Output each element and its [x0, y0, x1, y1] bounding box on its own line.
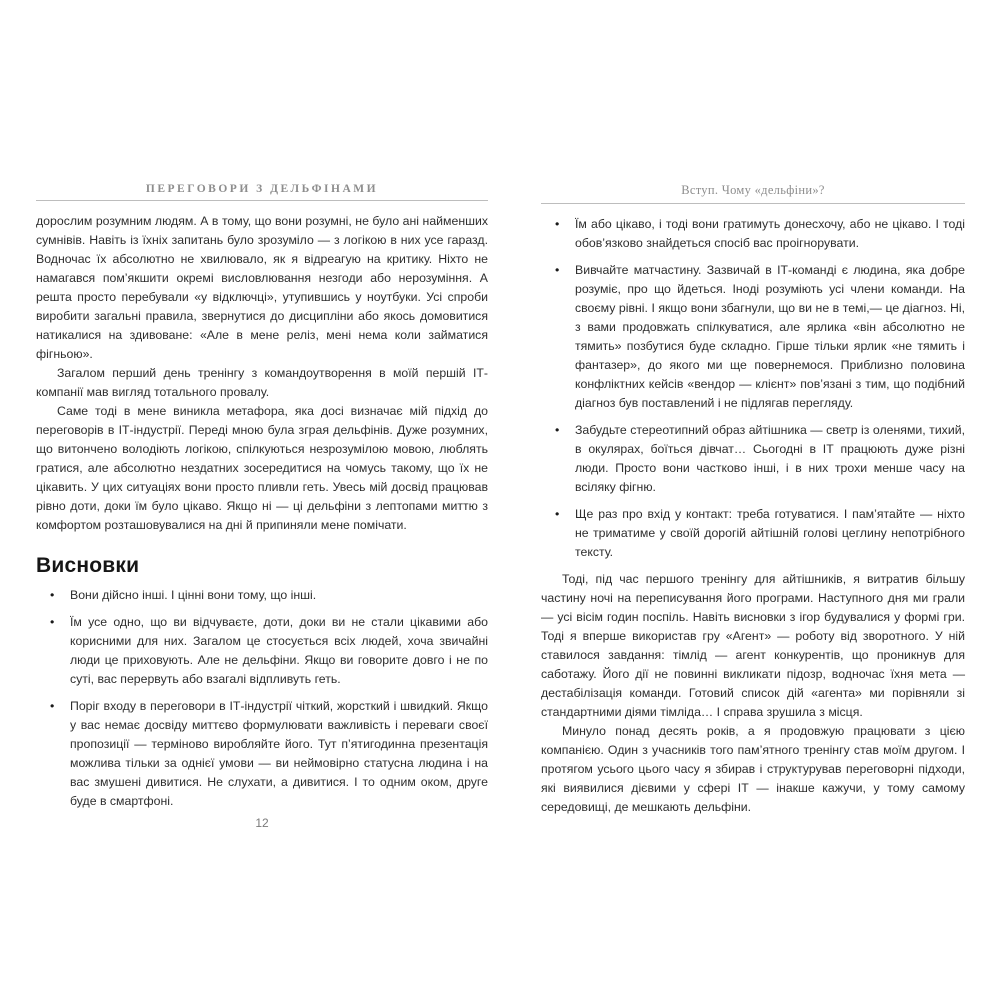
left-running-head: ПЕРЕГОВОРИ З ДЕЛЬФІНАМИ: [36, 183, 488, 201]
section-heading: Висновки: [36, 554, 140, 577]
body-paragraph: Саме тоді в мене виникла метафора, яка досі визначає мій підхід до переговорів в ІТ-індустрії. Переді мною була зграя дельфінів. Дуже розумних, що витончено володіють логікою, спілкуються незрозумілою мовою, люблять гратися, але абсолютно нездатних зосередитися на чомусь такому, що їх не цікавить. У цих ситуаціях вони просто пливли геть. Увесь мій досвід працював рівно доти, доки їм було цікаво. Якщо ні — ці дельфіни з лептопами миттю з комфортом розташовувалися на дні й припиняли мене помічати.: [36, 404, 488, 532]
left-page: [36, 183, 488, 830]
body-paragraph: дорослим розумним людям. А в тому, що вони розумні, не було ані найменших сумнівів. Навіть із їхніх запитань було зрозуміло — з логікою в них усе гаразд. Водночас їх абсолютно не хвилювало, як я відреагую на критику. Ніхто не намагався пом’якшити окремі висловлювання незгоди або нерозуміння. А решта просто перебували «у відключці», утупившись у ноутбуки. Усі спроби виробити загальні правила, звернутися до дисципліни або якось домовитися натикалися на здивоване: «Але в мене реліз, мені нема коли займатися фігньою».: [36, 214, 488, 361]
body-paragraph: Минуло понад десять років, а я продовжую працювати з цією компанією. Один з учасників того пам’ятного тренінгу став моїм другом. І протягом усього цього часу я збирав і структурував переговорні підходи, які виявилися дієвими у сфері ІТ — інакше кажучи, у тому самому середовищі, де мешкають дельфіни.: [541, 724, 965, 814]
bullet-item: • Поріг входу в переговори в ІТ-індустрії чіткий, жорсткий і швидкий. Якщо у вас немає досвіду миттєво формулювати важливість і переваги своєї пропозиції — терміново виробляйте його. Тут п’ятигодинна презентація можлива тільки за однієї умови — ви неймовірно статусна людина і на вас змушені дивитися. Не слухати, а дивитися. І то одним оком, друге буде в смартфоні.: [36, 697, 488, 811]
bullet-item: • Вони дійсно інші. І цінні вони тому, що інші.: [36, 586, 488, 605]
bullet-list: [36, 586, 488, 811]
bullet-item: • Їм або цікаво, і тоді вони гратимуть донесхочу, або не цікаво. І тоді обов’язково знайдеться спосіб вас проігнорувати.: [541, 215, 965, 253]
body-paragraph: Загалом перший день тренінгу з командоутворення в моїй першій ІТ-компанії мав вигляд тотального провалу.: [36, 366, 488, 399]
bullet-item: • Забудьте стереотипний образ айтішника — светр із оленями, тихий, в окулярах, боїться дівчат… Сьогодні в ІТ працюють дуже різні люди. Просто вони частково інші, і в них трохи менше часу на всіляку фігню.: [541, 421, 965, 497]
bullet-item: • Вивчайте матчастину. Зазвичай в ІТ-команді є людина, яка добре розуміє, про що йдеться. Іноді розуміють усі члени команди. На своєму рівні. І якщо вони збагнули, що ви не в темі,— це діагноз. Ні, з вами продовжать спілкуватися, але ярлика «він абсолютно не тямить» позбутися буде складно. Гірше тільки ярлик «не тямить і фантазер», до якого ми ще повернемося. Приблизно половина конфліктних кейсів «вендор — клієнт» пов’язані з тим, що подібний діагноз був поставлений і не підлягав перегляду.: [541, 261, 965, 413]
page-number: 12: [255, 816, 269, 830]
bullet-item: • Їм усе одно, що ви відчуваєте, доти, доки ви не стали цікавими або корисними для них. Загалом це стосується всіх людей, хоча звичайні люди це приховують. Але не дельфіни. Якщо ви говорите довго і не по суті, вас перервуть або взагалі відпливуть геть.: [36, 613, 488, 689]
left-page-body: [36, 212, 488, 811]
right-page: [541, 183, 965, 817]
body-paragraph: Тоді, під час першого тренінгу для айтішників, я витратив більшу частину ночі на переписування його програми. Наступного дня ми грали — усі вісім годин поспіль. Навіть висновки з ігор будувалися у формі гри. Тоді я вперше використав гру «Агент» — роботу від зворотного. У ній ставилося завдання: тімлід — агент конкурентів, що проникнув для саботажу. Його дії не повинні викликати підозр, водночас їхня мета — дестабілізація команди. Готовий список дій «агента» ми порівняли зі стандартними діями тімліда… І справа зрушила з місця.: [541, 572, 965, 719]
right-page-body: [541, 215, 965, 817]
bullet-list: [541, 215, 965, 562]
right-running-head: Вступ. Чому «дельфіни»?: [541, 183, 965, 204]
bullet-item: • Ще раз про вхід у контакт: треба готуватися. І пам’ятайте — ніхто не триматиме у своїй дорогій айтішній голові цеглину непотрібного тексту.: [541, 505, 965, 562]
